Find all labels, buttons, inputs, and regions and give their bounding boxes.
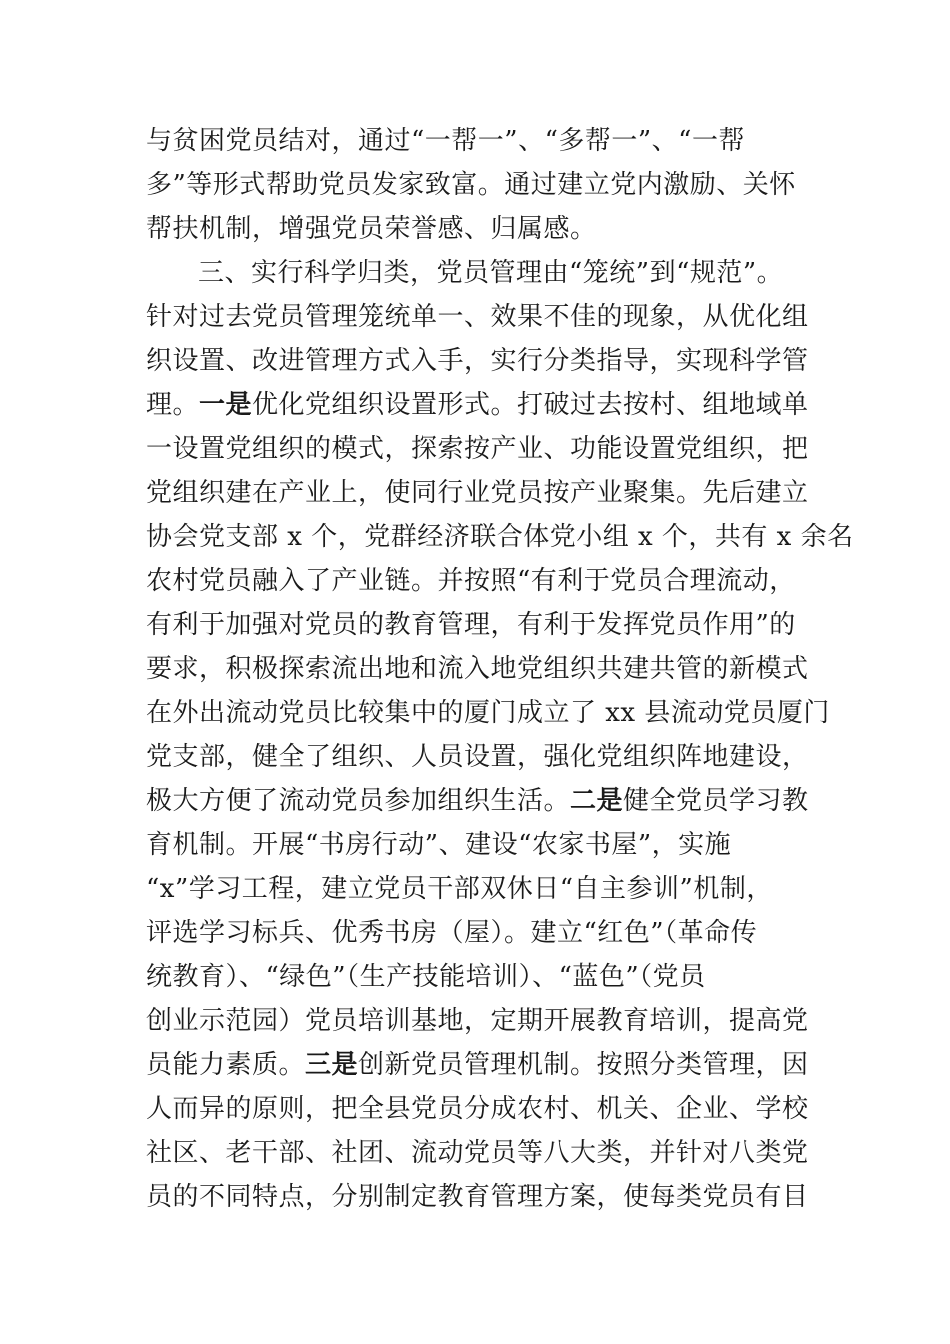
text-line [146,1006,809,1036]
text-run: 一设置党组织的模式，探索按产业、功能设置党组织，把 [146,434,809,464]
text-line [146,962,706,992]
text-run: 创业示范园）党员培训基地，定期开展教育培训，提高党 [146,1006,809,1036]
text-run: 员能力素质。 [146,1050,306,1080]
text-line [146,786,809,816]
text-run: 要求，积极探索流出地和流入地党组织共建共管的新模式 [146,654,809,684]
text-line [146,830,731,860]
text-run: 优化党组织设置形式。打破过去按村、组地域单 [252,390,809,420]
text-line [146,1138,809,1168]
text-line [146,918,757,948]
text-line [146,566,796,596]
text-line [146,390,809,420]
text-run: 统教育）、“绿色”（生产技能培训）、“蓝色”（党员 [146,962,706,992]
text-line [146,1050,809,1080]
text-run: 多”等形式帮助党员发家致富。通过建立党内激励、关怀 [146,170,796,200]
text-line [146,1094,809,1124]
text-line [146,478,809,508]
text-run: 在外出流动党员比较集中的厦门成立了 xx 县流动党员厦门 [146,698,830,728]
text-run: 极大方便了流动党员参加组织生活。 [146,786,571,816]
text-run: 健全党员学习教 [623,786,809,816]
bold-lead-text: 三是 [305,1050,359,1080]
text-line [146,610,796,640]
text-run: 针对过去党员管理笼统单一、效果不佳的现象，从优化组 [146,302,809,332]
text-line [146,302,809,332]
text-run: 创新党员管理机制。按照分类管理，因 [358,1050,809,1080]
text-line [146,742,809,772]
bold-lead-text: 一是 [199,390,253,420]
text-run: 党组织建在产业上，使同行业党员按产业聚集。先后建立 [146,478,809,508]
text-line [146,1182,809,1212]
text-line [146,170,796,200]
text-run: 人而异的原则，把全县党员分成农村、机关、企业、学校 [146,1094,809,1124]
text-run: 育机制。开展“书房行动”、建设“农家书屋”，实施 [146,830,732,860]
text-line [198,258,783,288]
text-line [146,874,773,904]
text-run: 帮扶机制，增强党员荣誉感、归属感。 [146,214,597,244]
text-line [146,654,809,684]
text-line [146,346,809,376]
text-run: 织设置、改进管理方式入手，实行分类指导，实现科学管 [146,346,809,376]
text-run: “x”学习工程，建立党员干部双休日“自主参训”机制， [146,874,773,904]
text-run: 与贫困党员结对，通过“一帮一”、“多帮一”、“一帮 [146,126,745,156]
text-run: 三、实行科学归类，党员管理由“笼统”到“规范”。 [198,258,784,288]
text-line [146,522,854,552]
text-run: 协会党支部 x 个，党群经济联合体党小组 x 个，共有 x 余名 [146,522,854,552]
text-run: 理。 [146,390,200,420]
text-run: 社区、老干部、社团、流动党员等八大类，并针对八类党 [146,1138,809,1168]
text-run: 有利于加强对党员的教育管理，有利于发挥党员作用”的 [146,610,796,640]
text-line [146,698,830,728]
text-line [146,214,597,244]
text-run: 农村党员融入了产业链。并按照“有利于党员合理流动， [146,566,796,596]
text-run: 党支部，健全了组织、人员设置，强化党组织阵地建设， [146,742,809,772]
text-run: 员的不同特点，分别制定教育管理方案，使每类党员有目 [146,1182,809,1212]
text-line [146,434,809,464]
text-line [146,126,745,156]
bold-lead-text: 二是 [570,786,624,816]
text-run: 评选学习标兵、优秀书房（屋）。建立“红色”（革命传 [146,918,758,948]
